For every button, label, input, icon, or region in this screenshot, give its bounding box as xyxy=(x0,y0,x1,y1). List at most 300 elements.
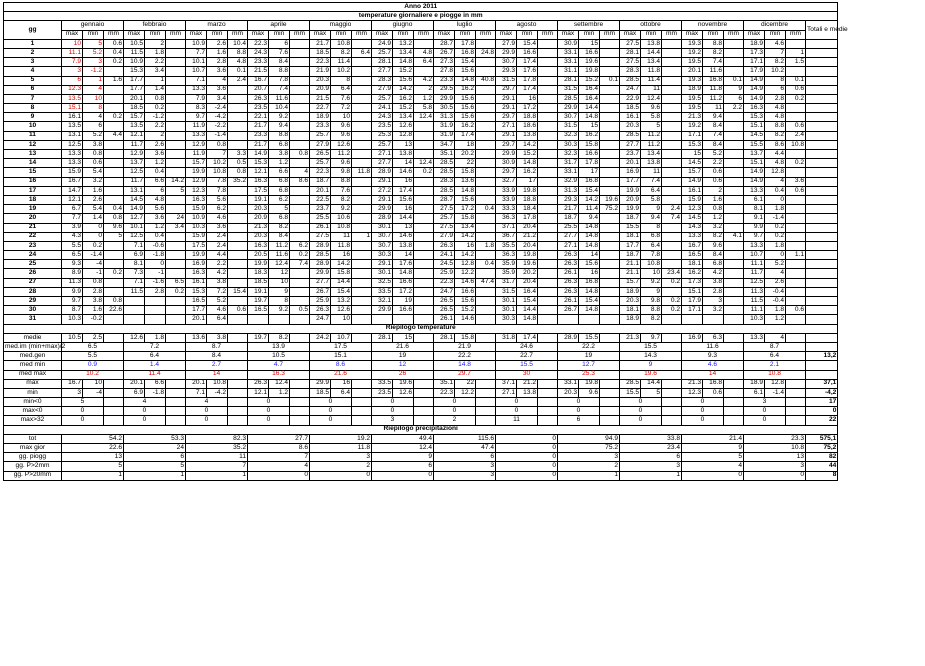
riep-value: 15.5 xyxy=(496,361,558,370)
total-cell xyxy=(806,85,838,94)
day-value xyxy=(414,269,434,278)
day-value: 12.9 xyxy=(186,140,207,149)
day-value: 26.3 xyxy=(248,94,269,103)
riep-value xyxy=(104,333,124,342)
day-value: 23.7 xyxy=(620,150,641,159)
day-value: 16.6 xyxy=(517,48,538,57)
col-label-min: min xyxy=(455,30,476,39)
riep-value: 0 xyxy=(496,407,538,416)
total-cell xyxy=(806,251,838,260)
riep-value xyxy=(352,416,372,425)
day-value: 27.9 xyxy=(496,39,517,48)
day-value: 14.8 xyxy=(393,269,414,278)
riep-value: 10.7 xyxy=(331,333,352,342)
day-row xyxy=(4,241,838,250)
day-value: 9 xyxy=(641,205,662,214)
month-header-maggio: maggio xyxy=(310,21,372,30)
day-value xyxy=(104,150,124,159)
day-value xyxy=(476,85,496,94)
day-number: 9 xyxy=(4,113,62,122)
prec-label: tot xyxy=(4,434,62,443)
day-value: 15.9 xyxy=(186,232,207,241)
day-value: 16.8 xyxy=(579,177,600,186)
prec-value: 0 xyxy=(248,471,310,480)
day-value: 35.9 xyxy=(496,260,517,269)
day-value xyxy=(290,140,310,149)
day-value xyxy=(724,195,744,204)
day-value: 11.8 xyxy=(331,241,352,250)
day-value: 5.5 xyxy=(62,241,83,250)
day-value: 13.5 xyxy=(124,122,145,131)
day-value: 14.2 xyxy=(166,177,186,186)
day-value xyxy=(786,39,806,48)
day-value: 13.8 xyxy=(393,241,414,250)
day-value xyxy=(600,85,620,94)
riep-value xyxy=(414,388,434,397)
day-value xyxy=(476,315,496,324)
day-value: 3.4 xyxy=(207,94,228,103)
day-value: 14.5 xyxy=(682,159,703,168)
day-value: 7.1 xyxy=(124,241,145,250)
day-value: 12.7 xyxy=(124,214,145,223)
day-value: 15.7 xyxy=(620,278,641,287)
day-row xyxy=(4,223,838,232)
day-value: 16.6 xyxy=(393,306,414,315)
day-value: 21.3 xyxy=(682,113,703,122)
day-value: 12.3 xyxy=(186,186,207,195)
prec-value: 5 xyxy=(124,462,186,471)
prec-value: 13 xyxy=(744,453,806,462)
riep-value: 0 xyxy=(124,407,166,416)
prec-value: 1 xyxy=(62,471,124,480)
riep-value: 19 xyxy=(372,352,434,361)
day-value: 25.3 xyxy=(372,131,393,140)
riep-value xyxy=(414,407,434,416)
day-value: 2.2 xyxy=(145,58,166,67)
day-value: 0.5 xyxy=(228,159,248,168)
day-value: 16.4 xyxy=(517,287,538,296)
riep-value: 12 xyxy=(372,361,434,370)
day-value xyxy=(786,104,806,113)
day-value: 20.3 xyxy=(310,76,331,85)
day-value xyxy=(724,67,744,76)
riep-value xyxy=(724,388,744,397)
riep-value: 22.7 xyxy=(496,352,558,361)
day-value: 2.2 xyxy=(724,104,744,113)
day-value: 7.1 xyxy=(186,76,207,85)
day-value xyxy=(166,260,186,269)
day-value: 16.9 xyxy=(186,260,207,269)
day-value: 12.1 xyxy=(62,195,83,204)
riep-value: 25.3 xyxy=(558,370,620,379)
day-value: 26.1 xyxy=(310,223,331,232)
day-value xyxy=(538,205,558,214)
day-value xyxy=(166,232,186,241)
day-value: 3.4 xyxy=(145,67,166,76)
day-value: 11.4 xyxy=(641,76,662,85)
day-value: 17 xyxy=(517,177,538,186)
col-label-min: min xyxy=(517,30,538,39)
riep-value xyxy=(166,333,186,342)
day-value: 13.5 xyxy=(62,94,83,103)
day-value xyxy=(166,251,186,260)
day-value: 19.7 xyxy=(248,297,269,306)
day-value: 0.8 xyxy=(83,150,104,159)
day-value: -1 xyxy=(83,269,104,278)
col-label-max: max xyxy=(744,30,765,39)
day-value: 14.3 xyxy=(682,223,703,232)
day-value: 7.3 xyxy=(124,269,145,278)
day-value: 4.2 xyxy=(703,269,724,278)
day-value: 12.6 xyxy=(331,140,352,149)
day-value xyxy=(538,241,558,250)
day-value: 5.2 xyxy=(703,150,724,159)
day-value: 1.2 xyxy=(765,315,786,324)
day-row xyxy=(4,278,838,287)
day-value: 9.6 xyxy=(641,104,662,113)
day-row xyxy=(4,205,838,214)
day-number: 21 xyxy=(4,223,62,232)
gg-header: gg xyxy=(4,21,62,39)
day-value: 17.8 xyxy=(517,76,538,85)
day-value xyxy=(476,306,496,315)
riep-value xyxy=(352,388,372,397)
day-value xyxy=(600,104,620,113)
day-value: 11.2 xyxy=(269,241,290,250)
day-value: 15.9 xyxy=(682,195,703,204)
riep-value xyxy=(476,388,496,397)
day-value: 7.8 xyxy=(207,186,228,195)
day-value: 2.4 xyxy=(662,205,682,214)
riep-value: 5 xyxy=(641,388,662,397)
day-value: 27.2 xyxy=(372,186,393,195)
riep-value: 21.9 xyxy=(434,342,496,351)
day-number: 29 xyxy=(4,297,62,306)
day-value: 4.8 xyxy=(228,58,248,67)
day-value: 14.8 xyxy=(579,232,600,241)
riep-value xyxy=(104,388,124,397)
day-value: 15.3 xyxy=(248,159,269,168)
col-label-max: max xyxy=(372,30,393,39)
day-number: 8 xyxy=(4,104,62,113)
prec-value: 3 xyxy=(434,462,496,471)
riep-total: 13,2 xyxy=(806,352,838,361)
day-value: 0.4 xyxy=(145,168,166,177)
day-value: 12.4 xyxy=(414,113,434,122)
riep-value: 2.1 xyxy=(744,361,806,370)
day-value xyxy=(662,122,682,131)
riep-value xyxy=(352,333,372,342)
col-label-mm: mm xyxy=(290,30,310,39)
day-value: 8.2 xyxy=(765,58,786,67)
riep-value: 17.4 xyxy=(517,333,538,342)
day-value xyxy=(104,287,124,296)
day-value: 4.4 xyxy=(104,131,124,140)
riep-value: 10.2 xyxy=(62,370,124,379)
day-value: 14.8 xyxy=(517,159,538,168)
day-value: 11.7 xyxy=(124,177,145,186)
riep-temp-row xyxy=(4,416,838,425)
day-value: 5 xyxy=(83,39,104,48)
day-row xyxy=(4,260,838,269)
day-value xyxy=(538,315,558,324)
day-value: 14.8 xyxy=(579,113,600,122)
day-value: 16.7 xyxy=(62,177,83,186)
day-value xyxy=(786,113,806,122)
day-value xyxy=(414,131,434,140)
riep-value: 2.7 xyxy=(186,361,248,370)
prec-value: 23.4 xyxy=(620,444,682,453)
day-value xyxy=(290,67,310,76)
total-cell xyxy=(806,260,838,269)
day-value xyxy=(228,315,248,324)
riep-value: 6.5 xyxy=(62,342,124,351)
day-value: 13.3 xyxy=(62,150,83,159)
riep-value: 0 xyxy=(682,407,724,416)
day-value xyxy=(290,113,310,122)
riep-value: 0 xyxy=(248,416,290,425)
day-value: 13.3 xyxy=(682,232,703,241)
day-value: 3.8 xyxy=(269,150,290,159)
day-value xyxy=(414,214,434,223)
prec-value: 0 xyxy=(496,444,558,453)
riep-value: 3 xyxy=(744,398,786,407)
day-value: 0.2 xyxy=(786,94,806,103)
day-value: 20.1 xyxy=(124,94,145,103)
day-value: 7.4 xyxy=(703,131,724,140)
day-value: 0.6 xyxy=(786,122,806,131)
day-value: 4 xyxy=(290,168,310,177)
subtitle-row xyxy=(4,12,838,21)
day-value: 12.5 xyxy=(744,278,765,287)
day-value: 17.9 xyxy=(682,297,703,306)
day-value: 8.3 xyxy=(186,104,207,113)
day-value: 35.5 xyxy=(496,241,517,250)
day-value: 3.8 xyxy=(207,278,228,287)
riep-value: 21.2 xyxy=(517,379,538,388)
day-value xyxy=(600,150,620,159)
day-value: -1.2 xyxy=(145,113,166,122)
day-value xyxy=(166,159,186,168)
riep-value: 24.6 xyxy=(496,342,558,351)
riep-value xyxy=(600,416,620,425)
riep-total: -4,2 xyxy=(806,388,838,397)
day-value: 35.1 xyxy=(434,150,455,159)
day-value: 20.9 xyxy=(248,214,269,223)
day-value: 1.8 xyxy=(765,205,786,214)
day-value: 6.2 xyxy=(269,195,290,204)
riep-value: 0 xyxy=(186,416,228,425)
day-value: 31.9 xyxy=(434,122,455,131)
riep-value xyxy=(538,398,558,407)
day-value: 16.2 xyxy=(455,122,476,131)
col-label-max: max xyxy=(434,30,455,39)
day-value: 4.8 xyxy=(765,159,786,168)
day-value: 0.8 xyxy=(104,214,124,223)
day-value: 14.4 xyxy=(331,278,352,287)
day-value: 16.2 xyxy=(682,269,703,278)
day-value xyxy=(476,186,496,195)
day-value xyxy=(662,67,682,76)
day-value: 12.2 xyxy=(455,269,476,278)
total-cell xyxy=(806,214,838,223)
riep-value: 14 xyxy=(186,370,248,379)
day-value: 1 xyxy=(83,76,104,85)
day-value: 1.8 xyxy=(145,48,166,57)
day-value xyxy=(166,67,186,76)
day-value xyxy=(662,195,682,204)
riep-value: 10.8 xyxy=(744,370,806,379)
day-value: 12.6 xyxy=(331,306,352,315)
day-value: 6.4 xyxy=(352,48,372,57)
riep-value: 15.5 xyxy=(620,388,641,397)
day-value: 17.7 xyxy=(186,306,207,315)
day-value: 21.5 xyxy=(248,67,269,76)
day-number: 22 xyxy=(4,232,62,241)
day-value: 30.1 xyxy=(496,306,517,315)
day-value: 28.5 xyxy=(558,94,579,103)
day-value: 15.6 xyxy=(455,113,476,122)
day-value: 16.8 xyxy=(455,48,476,57)
day-value: -1.8 xyxy=(145,251,166,260)
day-value: 25.7 xyxy=(372,140,393,149)
day-value: 24.5 xyxy=(434,260,455,269)
riep-value xyxy=(352,398,372,407)
prec-value: 6 xyxy=(124,453,186,462)
day-value: 0.6 xyxy=(786,85,806,94)
day-value: 0.2 xyxy=(290,251,310,260)
day-value: 19.9 xyxy=(186,251,207,260)
day-value: 32.9 xyxy=(558,177,579,186)
day-value: -1.4 xyxy=(207,131,228,140)
day-value xyxy=(166,131,186,140)
day-value: 10.2 xyxy=(207,159,228,168)
riep-prec-row xyxy=(4,471,838,480)
day-value: 32.5 xyxy=(372,278,393,287)
day-value: 6 xyxy=(765,85,786,94)
day-value xyxy=(290,131,310,140)
riep-value: 0.9 xyxy=(62,361,124,370)
riep-value: 17.5 xyxy=(310,342,372,351)
day-value: 7 xyxy=(765,48,786,57)
day-value: 20.1 xyxy=(620,159,641,168)
day-value: 18.9 xyxy=(682,85,703,94)
day-value xyxy=(600,186,620,195)
day-value: -1.4 xyxy=(83,251,104,260)
prec-value: 1 xyxy=(558,471,620,480)
day-value: 16.2 xyxy=(455,85,476,94)
day-value: 27.7 xyxy=(372,159,393,168)
day-value xyxy=(724,278,744,287)
day-value: 19.3 xyxy=(682,39,703,48)
total-cell xyxy=(806,177,838,186)
day-value: 33.3 xyxy=(496,205,517,214)
riep-value xyxy=(290,398,310,407)
day-value: 19.9 xyxy=(248,260,269,269)
riep-temp-row xyxy=(4,388,838,397)
day-value: 13.3 xyxy=(744,241,765,250)
day-value xyxy=(662,315,682,324)
day-value: 6 xyxy=(62,76,83,85)
day-value: 6.4 xyxy=(414,58,434,67)
day-value: 7.7 xyxy=(186,48,207,57)
day-value xyxy=(600,214,620,223)
day-value xyxy=(352,67,372,76)
day-value: 0.8 xyxy=(703,205,724,214)
day-value: 21.7 xyxy=(310,39,331,48)
day-row xyxy=(4,232,838,241)
day-value: 2.8 xyxy=(765,94,786,103)
day-row xyxy=(4,150,838,159)
day-value xyxy=(290,205,310,214)
prec-value: 2 xyxy=(310,462,372,471)
day-value: 26.3 xyxy=(434,241,455,250)
day-value: 17.4 xyxy=(393,186,414,195)
day-value: 0.2 xyxy=(765,232,786,241)
day-value: 21.1 xyxy=(620,269,641,278)
day-value xyxy=(352,122,372,131)
riep-value: 22.2 xyxy=(558,342,620,351)
day-row xyxy=(4,251,838,260)
day-value: 1.6 xyxy=(83,306,104,315)
day-value xyxy=(104,104,124,113)
day-value: 10.2 xyxy=(765,67,786,76)
total-cell xyxy=(806,140,838,149)
riep-total: 0 xyxy=(806,407,838,416)
day-value: 14.4 xyxy=(641,48,662,57)
day-value: 28.3 xyxy=(434,177,455,186)
day-value xyxy=(724,58,744,67)
day-value: 19.1 xyxy=(248,287,269,296)
day-value xyxy=(786,232,806,241)
day-value xyxy=(476,177,496,186)
day-value xyxy=(145,315,166,324)
day-number: 7 xyxy=(4,94,62,103)
day-value: 18.8 xyxy=(517,195,538,204)
day-value: 29.7 xyxy=(496,168,517,177)
day-value: 18.9 xyxy=(620,315,641,324)
col-label-min: min xyxy=(207,30,228,39)
day-value: 15.3 xyxy=(186,287,207,296)
day-number: 5 xyxy=(4,76,62,85)
day-value xyxy=(414,287,434,296)
day-value: 30.7 xyxy=(372,232,393,241)
day-value: 12.4 xyxy=(269,260,290,269)
col-label-min: min xyxy=(83,30,104,39)
day-value xyxy=(352,58,372,67)
day-number: 3 xyxy=(4,58,62,67)
day-value: 15.4 xyxy=(517,39,538,48)
day-value: 29.7 xyxy=(496,113,517,122)
day-value: 15.2 xyxy=(579,76,600,85)
day-value xyxy=(166,58,186,67)
riep-value: 0 xyxy=(558,407,600,416)
day-value: 9.9 xyxy=(744,223,765,232)
day-value xyxy=(600,278,620,287)
day-value xyxy=(724,39,744,48)
day-value: 22.7 xyxy=(310,104,331,113)
day-value: 12 xyxy=(269,269,290,278)
day-value: 3.6 xyxy=(145,150,166,159)
day-number: 15 xyxy=(4,168,62,177)
month-header-settembre: settembre xyxy=(558,21,620,30)
day-value: 9 xyxy=(269,287,290,296)
day-value: 7.1 xyxy=(124,278,145,287)
day-value: 16.1 xyxy=(62,113,83,122)
day-value: 27.7 xyxy=(558,232,579,241)
riep-value: 0 xyxy=(682,398,724,407)
day-value xyxy=(352,131,372,140)
